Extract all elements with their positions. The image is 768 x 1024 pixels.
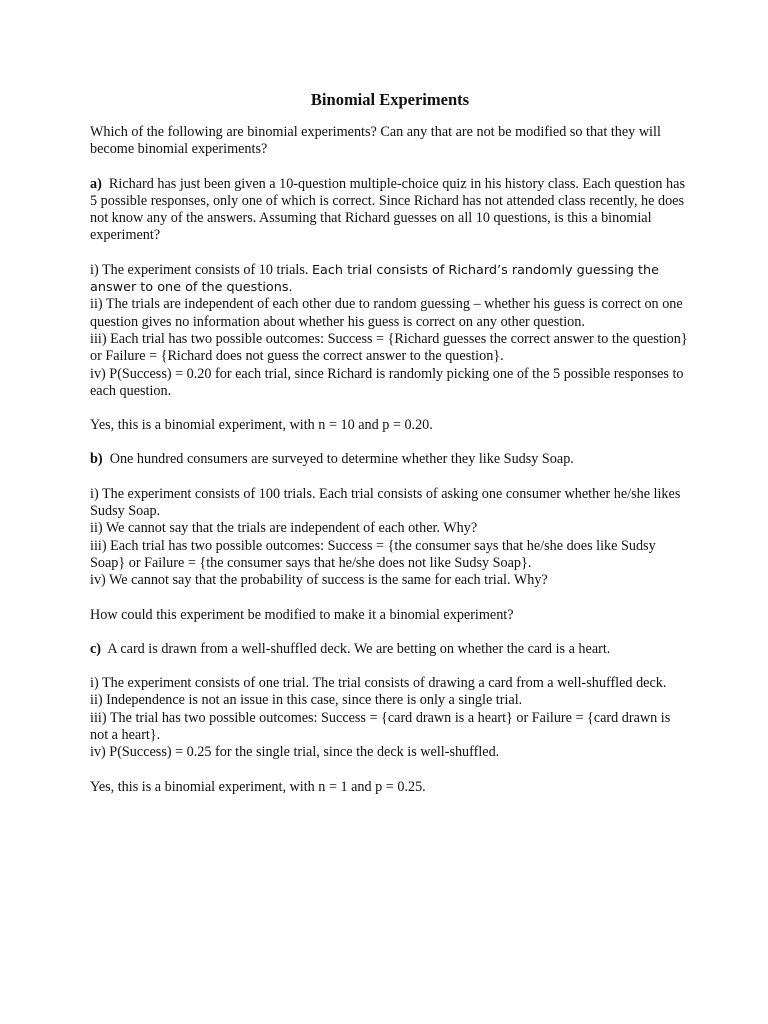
intro-paragraph: Which of the following are binomial experiments? Can any that are not be modified so that they will become binomial experiments? <box>90 124 661 158</box>
question-b <box>90 451 690 468</box>
analysis-b-iv: iv) We cannot say that the probability of success is the same for each trial. Why? <box>90 572 548 589</box>
analysis-c-iii: iii) The trial has two possible outcomes: Success = {card drawn is a heart} or Failure = {card drawn is not a heart}. <box>90 709 671 744</box>
analysis-a-i-rest: Each trial consists of Richard’s randomly guessing the answer to one of the questions. <box>90 262 659 296</box>
question-c <box>90 641 690 658</box>
analysis-a-iii: iii) Each trial has two possible outcomes: Success = {Richard guesses the correct answer to the question} or Failure = {Richard does not guess the correct answer to the question}. <box>90 330 688 365</box>
question-a-label: a) <box>90 175 102 192</box>
analysis-c <box>90 675 690 761</box>
followup-b: How could this experiment be modified to make it a binomial experiment? <box>90 606 514 623</box>
question-c-label: c) <box>90 640 102 657</box>
analysis-c-iv: iv) P(Success) = 0.25 for the single trial, since the deck is well-shuffled. <box>90 744 500 761</box>
analysis-b-i: i) The experiment consists of 100 trials. Each trial consists of asking one consumer whether he/she likes Sudsy Soap. <box>90 485 681 520</box>
analysis-c-i: i) The experiment consists of one trial. The trial consists of drawing a card from a well-shuffled deck. <box>90 675 667 692</box>
analysis-b-ii: ii) We cannot say that the trials are independent of each other. Why? <box>90 520 478 537</box>
question-c-text: A card is drawn from a well-shuffled deck. We are betting on whether the card is a heart. <box>107 640 611 657</box>
analysis-c-ii: ii) Independence is not an issue in this case, since there is only a single trial. <box>90 692 523 709</box>
analysis-a-i-start: i) The experiment consists of 10 trials. <box>90 261 309 278</box>
document-page <box>90 90 690 813</box>
analysis-a-i <box>90 262 690 297</box>
question-b-text: One hundred consumers are surveyed to determine whether they like Sudsy Soap. <box>109 451 574 468</box>
question-a-text: Richard has just been given a 10-question multiple-choice quiz in his history class. Each question has 5 possible responses, only one of which is correct. Since Richard has not attended class recently, he does not know any of the answers. Assuming that Richard guesses on all 10 questions, is this a binomial experiment? <box>90 175 685 244</box>
analysis-a-iv: iv) P(Success) = 0.20 for each trial, since Richard is randomly picking one of the 5 possible responses to each question. <box>90 365 684 399</box>
analysis-a-ii: ii) The trials are independent of each other due to random guessing – whether his guess is correct on one question gives no information about whether his guess is correct on any other question. <box>90 296 683 330</box>
page-title: Binomial Experiments <box>310 90 470 109</box>
analysis-b-iii: iii) Each trial has two possible outcomes: Success = {the consumer says that he/she does like Sudsy Soap} or Failure = {the consumer says that he/she does not like Sudsy Soap}. <box>90 537 656 571</box>
question-b-label: b) <box>90 451 103 468</box>
question-a <box>90 176 690 245</box>
conclusion-a: Yes, this is a binomial experiment, with n = 10 and p = 0.20. <box>90 417 433 434</box>
analysis-a <box>90 262 690 400</box>
conclusion-c: Yes, this is a binomial experiment, with n = 1 and p = 0.25. <box>90 778 426 795</box>
analysis-b <box>90 486 690 590</box>
